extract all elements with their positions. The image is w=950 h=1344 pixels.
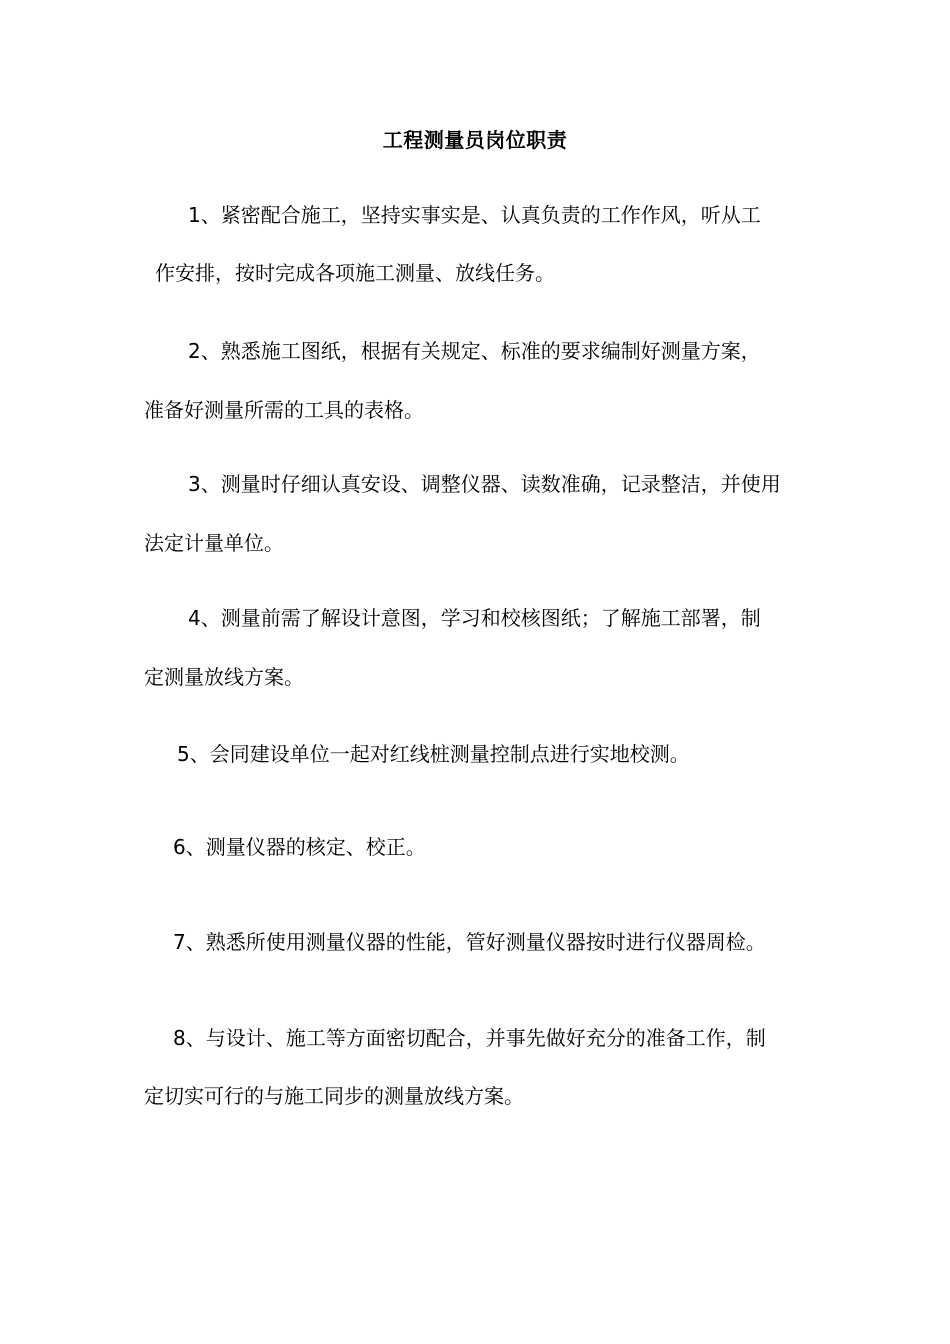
item-1-text-line-1: 、紧密配合施工，坚持实事实是、认真负责的工作作风，听从工 (200, 203, 761, 227)
item-4-text-line-1: 、测量前需了解设计意图，学习和校核图纸；了解施工部署，制 (200, 606, 761, 630)
list-item-3-line-2: 法定计量单位。 (144, 531, 284, 555)
item-5-number: 5 (177, 742, 190, 766)
list-item-7-line-1 (173, 928, 766, 956)
list-item-8-line-1 (173, 1024, 766, 1052)
item-7-number: 7 (173, 930, 186, 954)
list-item-4-line-1 (188, 604, 761, 632)
item-5-text-line-1: 、会同建设单位一起对红线桩测量控制点进行实地校测。 (189, 742, 690, 766)
list-item-3-line-1 (188, 470, 781, 498)
list-item-1-line-2: 作安排，按时完成各项施工测量、放线任务。 (155, 261, 555, 285)
item-2-number: 2 (188, 339, 201, 363)
list-item-2-line-2: 准备好测量所需的工具的表格。 (144, 398, 424, 422)
item-6-text-line-1: 、测量仪器的核定、校正。 (185, 835, 426, 859)
item-4-number: 4 (188, 606, 201, 630)
document-title: 工程测量员岗位职责 (382, 128, 568, 152)
list-item-4-line-2: 定测量放线方案。 (144, 665, 304, 689)
item-2-text-line-1: 、熟悉施工图纸，根据有关规定、标准的要求编制好测量方案， (200, 339, 761, 363)
item-8-number: 8 (173, 1026, 186, 1050)
list-item-6-line-1 (173, 833, 426, 861)
item-3-number: 3 (188, 472, 201, 496)
list-item-1-line-1 (188, 201, 761, 229)
list-item-2-line-1 (188, 337, 761, 365)
item-1-number: 1 (188, 203, 201, 227)
item-3-text-line-1: 、测量时仔细认真安设、调整仪器、读数准确，记录整洁，并使用 (200, 472, 781, 496)
item-6-number: 6 (173, 835, 186, 859)
list-item-8-line-2: 定切实可行的与施工同步的测量放线方案。 (144, 1084, 524, 1108)
item-8-text-line-1: 、与设计、施工等方面密切配合，并事先做好充分的准备工作，制 (185, 1026, 766, 1050)
item-7-text-line-1: 、熟悉所使用测量仪器的性能，管好测量仪器按时进行仪器周检。 (185, 930, 766, 954)
list-item-5-line-1 (177, 740, 690, 768)
